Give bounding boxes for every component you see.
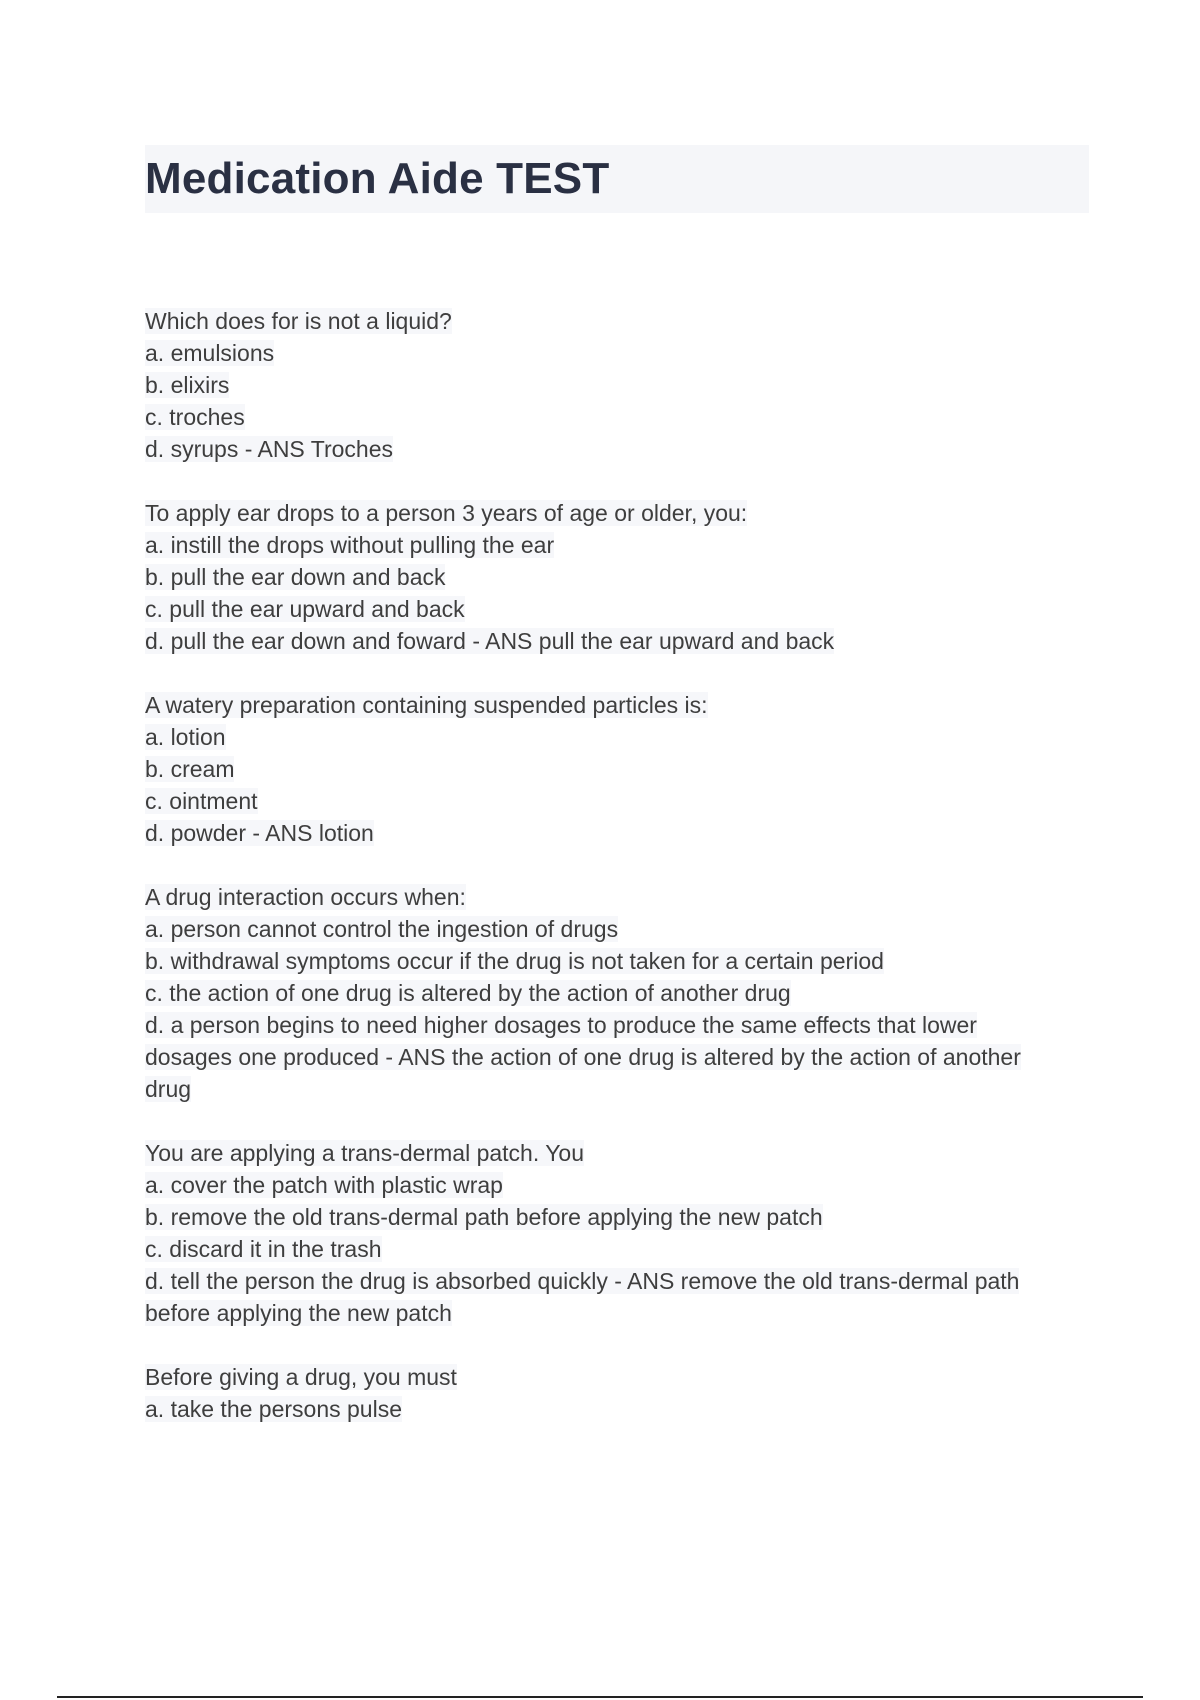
question-text-label: Which does for is not a liquid? xyxy=(145,308,452,334)
question-text xyxy=(145,1137,1085,1169)
question-block xyxy=(145,881,1085,1105)
answer-option xyxy=(145,721,1085,753)
answer-option xyxy=(145,561,1085,593)
answer-option-label: drug xyxy=(145,1076,192,1102)
answer-option xyxy=(145,1265,1085,1297)
answer-option xyxy=(145,817,1085,849)
answer-option-label: d. syrups - ANS Troches xyxy=(145,436,393,462)
answer-option-label: a. lotion xyxy=(145,724,226,750)
question-text xyxy=(145,1361,1085,1393)
answer-option xyxy=(145,1009,1085,1041)
answer-option xyxy=(145,1201,1085,1233)
answer-option-label: a. cover the patch with plastic wrap xyxy=(145,1172,503,1198)
answer-option-label: c. troches xyxy=(145,404,245,430)
answer-option xyxy=(145,753,1085,785)
answer-option xyxy=(145,977,1085,1009)
question-text-label: You are applying a trans-dermal patch. You xyxy=(145,1140,585,1166)
question-text-label: To apply ear drops to a person 3 years of age or older, you: xyxy=(145,500,748,526)
answer-option-label: dosages one produced - ANS the action of one drug is altered by the action of another xyxy=(145,1044,1021,1070)
question-block xyxy=(145,689,1085,849)
question-text-label: A watery preparation containing suspended particles is: xyxy=(145,692,708,718)
answer-option xyxy=(145,529,1085,561)
answer-option xyxy=(145,1169,1085,1201)
title-banner xyxy=(145,145,1089,213)
answer-option-label: a. take the persons pulse xyxy=(145,1396,402,1422)
answer-option xyxy=(145,913,1085,945)
question-text-label: Before giving a drug, you must xyxy=(145,1364,457,1390)
answer-option xyxy=(145,1233,1085,1265)
answer-option-label: b. withdrawal symptoms occur if the drug is not taken for a certain period xyxy=(145,948,884,974)
answer-option-label: b. elixirs xyxy=(145,372,230,398)
page-bottom-divider xyxy=(57,1696,1143,1698)
answer-option-label: c. discard it in the trash xyxy=(145,1236,382,1262)
answer-option-label: c. the action of one drug is altered by the action of another drug xyxy=(145,980,791,1006)
question-text xyxy=(145,497,1085,529)
question-block xyxy=(145,1361,1085,1425)
answer-option xyxy=(145,433,1085,465)
question-block xyxy=(145,305,1085,465)
answer-option-label: b. cream xyxy=(145,756,235,782)
question-block xyxy=(145,1137,1085,1329)
answer-option xyxy=(145,1297,1085,1329)
answer-option-label: b. pull the ear down and back xyxy=(145,564,446,590)
question-text xyxy=(145,881,1085,913)
answer-option xyxy=(145,1393,1085,1425)
page-title: Medication Aide TEST xyxy=(145,154,610,203)
answer-option-label: a. instill the drops without pulling the ear xyxy=(145,532,555,558)
question-block xyxy=(145,497,1085,657)
answer-option-label: d. tell the person the drug is absorbed quickly - ANS remove the old trans-dermal path xyxy=(145,1268,1020,1294)
question-list xyxy=(145,305,1085,1457)
answer-option xyxy=(145,785,1085,817)
answer-option-label: c. pull the ear upward and back xyxy=(145,596,465,622)
answer-option-label: a. person cannot control the ingestion of drugs xyxy=(145,916,619,942)
answer-option xyxy=(145,369,1085,401)
answer-option-label: d. a person begins to need higher dosages to produce the same effects that lower xyxy=(145,1012,977,1038)
answer-option-label: c. ointment xyxy=(145,788,258,814)
answer-option xyxy=(145,1073,1085,1105)
question-text-label: A drug interaction occurs when: xyxy=(145,884,466,910)
answer-option-label: d. powder - ANS lotion xyxy=(145,820,374,846)
answer-option xyxy=(145,593,1085,625)
answer-option-label: a. emulsions xyxy=(145,340,275,366)
question-text xyxy=(145,305,1085,337)
answer-option xyxy=(145,337,1085,369)
answer-option xyxy=(145,1041,1085,1073)
answer-option-label: d. pull the ear down and foward - ANS pull the ear upward and back xyxy=(145,628,835,654)
question-text xyxy=(145,689,1085,721)
answer-option-label: b. remove the old trans-dermal path before applying the new patch xyxy=(145,1204,823,1230)
answer-option xyxy=(145,945,1085,977)
answer-option-label: before applying the new patch xyxy=(145,1300,452,1326)
answer-option xyxy=(145,625,1085,657)
answer-option xyxy=(145,401,1085,433)
